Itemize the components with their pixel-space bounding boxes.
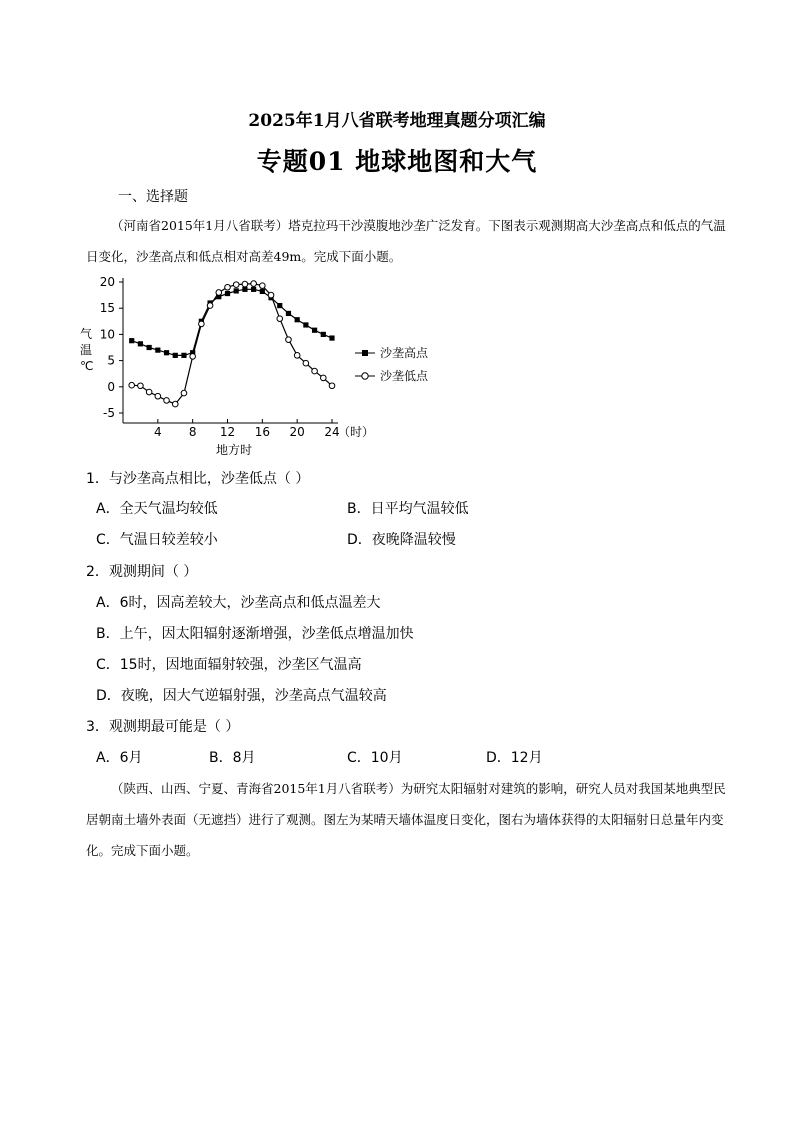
y-tick-label: -5	[103, 406, 115, 420]
x-axis-label: 地方时	[216, 443, 253, 457]
data-point-high	[173, 353, 178, 358]
data-point-high	[277, 303, 282, 308]
temperature-chart	[70, 270, 450, 460]
question-1: 1．与沙垄高点相比，沙垄低点（ ）	[86, 471, 310, 487]
data-point-low	[190, 354, 196, 360]
series-line-high	[132, 289, 332, 355]
data-point-high	[251, 287, 256, 292]
q1-option-d[interactable]: D．夜晚降温较慢	[347, 532, 456, 548]
legend-marker-low	[362, 373, 368, 379]
x-tick-label: 24	[324, 425, 340, 439]
data-point-high	[260, 289, 265, 294]
legend-label-low: 沙垄低点	[380, 369, 429, 383]
q2-option-c[interactable]: C．15时，因地面辐射较强，沙垄区气温高	[96, 657, 362, 673]
data-point-low	[277, 316, 283, 322]
subtitle: 2025年1月八省联考地理真题分项汇编	[248, 111, 546, 131]
x-tick-label: 4	[154, 425, 162, 439]
y-tick-label: 20	[99, 275, 115, 289]
q2-option-d[interactable]: D．夜晚，因大气逆辐射强，沙垄高点气温较高	[96, 688, 387, 704]
q3-option-d[interactable]: D．12月	[486, 750, 543, 766]
data-point-low	[312, 368, 318, 374]
legend	[355, 345, 429, 383]
data-point-low	[155, 393, 161, 399]
data-point-high	[181, 353, 186, 358]
data-point-low	[329, 383, 335, 389]
data-point-high	[242, 287, 247, 292]
y-axis-label-1: 气	[80, 327, 93, 341]
data-point-high	[295, 317, 300, 322]
y-tick-label: 15	[99, 301, 115, 316]
data-point-low	[146, 389, 152, 395]
section-title: 一、选择题	[118, 189, 188, 205]
data-point-low	[251, 281, 257, 287]
y-tick-label: 10	[99, 327, 115, 342]
data-point-low	[216, 290, 222, 296]
legend-label-high: 沙垄高点	[380, 346, 429, 360]
question-2: 2．观测期间（ ）	[86, 564, 198, 580]
q3-option-b[interactable]: B．8月	[209, 750, 256, 766]
x-axis-unit: （时）	[338, 425, 375, 439]
data-point-high	[303, 322, 308, 327]
data-point-high	[225, 291, 230, 296]
x-tick-label: 20	[289, 425, 305, 439]
data-point-high	[138, 341, 143, 346]
page-title: 专题01 地球地图和大气	[256, 147, 538, 176]
passage-intro-1: （河南省2015年1月八省联考）塔克拉玛干沙漠腹地沙垄广泛发育。下图表示观测期高大沙垄高点和低点的气温日变化，沙垄高点和低点相对高差49m。完成下面小题。	[86, 218, 726, 264]
q1-option-c[interactable]: C．气温日较差较小	[96, 532, 218, 548]
y-axis-label-3: ℃	[80, 359, 94, 373]
series-layer	[129, 281, 335, 407]
data-point-low	[164, 398, 170, 404]
data-point-low	[129, 382, 135, 388]
data-point-high	[129, 338, 134, 343]
data-point-high	[155, 348, 160, 353]
data-point-low	[138, 383, 144, 389]
q3-option-a[interactable]: A．6月	[96, 750, 143, 766]
data-point-low	[260, 283, 266, 289]
legend-marker-high	[362, 350, 368, 356]
data-point-low	[303, 360, 309, 366]
x-axis-ticks	[154, 419, 340, 439]
y-axis-ticks	[100, 275, 123, 420]
q1-option-b[interactable]: B．日平均气温较低	[347, 501, 469, 517]
data-point-low	[199, 321, 205, 327]
data-point-low	[207, 303, 213, 309]
data-point-low	[225, 284, 231, 290]
data-point-high	[147, 345, 152, 350]
data-point-high	[286, 311, 291, 316]
data-point-high	[321, 332, 326, 337]
x-tick-label: 8	[188, 425, 197, 439]
x-tick-label: 16	[254, 425, 270, 439]
question-3: 3．观测期最可能是（ ）	[86, 719, 240, 735]
data-point-low	[172, 401, 178, 407]
y-tick-label: 5	[107, 353, 115, 368]
data-point-high	[234, 288, 239, 293]
q2-option-a[interactable]: A．6时，因高差较大，沙垄高点和低点温差大	[96, 595, 381, 611]
data-point-high	[312, 328, 317, 333]
series-line-low	[132, 284, 332, 405]
data-point-high	[164, 350, 169, 355]
y-tick-label: 0	[107, 379, 115, 394]
data-point-low	[268, 292, 274, 298]
data-point-high	[329, 335, 334, 340]
y-axis-label-2: 温	[80, 343, 93, 357]
data-point-low	[233, 282, 239, 288]
x-tick-label: 12	[219, 425, 236, 439]
data-point-low	[294, 353, 300, 359]
data-point-low	[320, 375, 326, 381]
q1-option-a[interactable]: A．全天气温均较低	[96, 501, 218, 517]
q3-option-c[interactable]: C．10月	[347, 750, 403, 766]
data-point-low	[181, 390, 187, 396]
passage-intro-2: （陕西、山西、宁夏、青海省2015年1月八省联考）为研究太阳辐射对建筑的影响，研究人员对我国某地典型民居朝南土墙外表面（无遮挡）进行了观测。图左为某晴天墙体温度日变化，图右为墙体获得的太阳辐射日总量年内变化。完成下面小题。	[86, 781, 726, 858]
data-point-low	[286, 337, 292, 343]
data-point-low	[242, 281, 248, 287]
q2-option-b[interactable]: B．上午，因太阳辐射逐渐增强，沙垄低点增温加快	[96, 626, 414, 642]
